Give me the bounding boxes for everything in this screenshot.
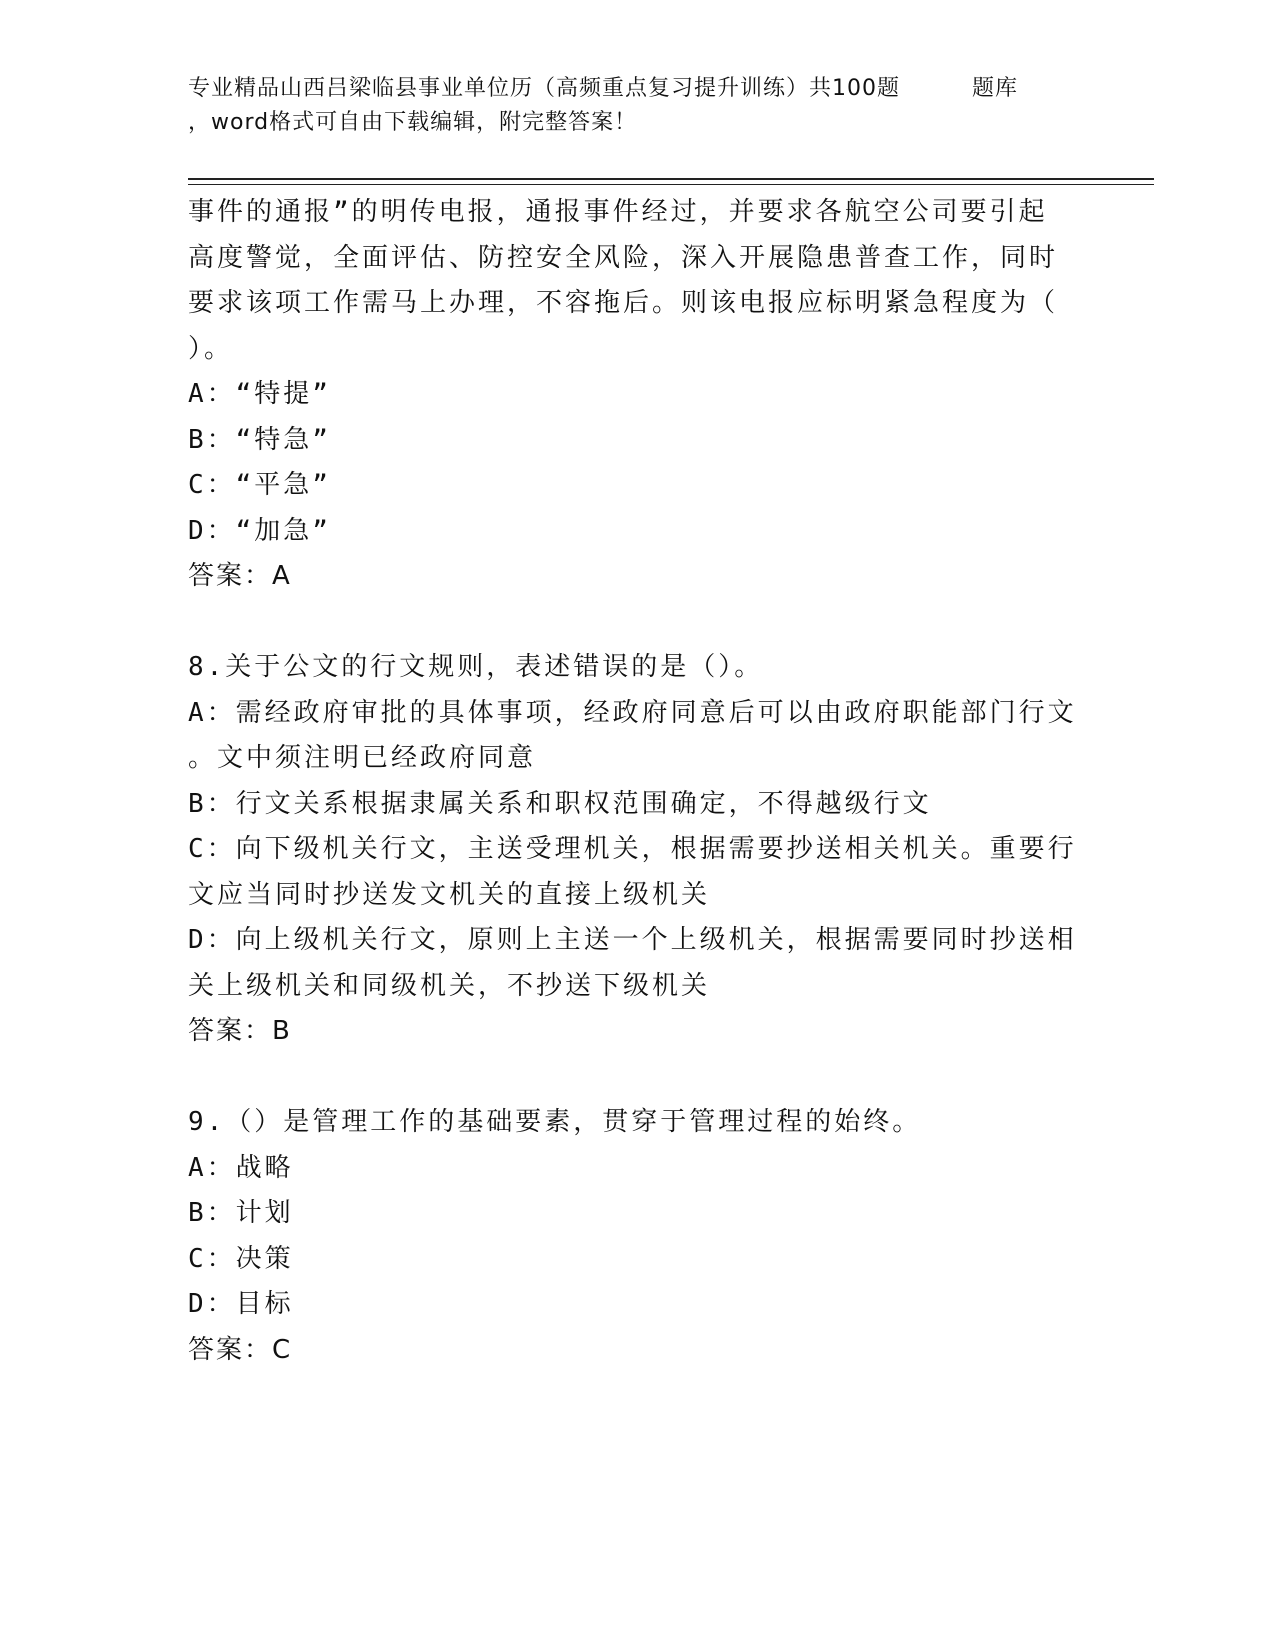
option-c: C：“平急” (188, 470, 331, 500)
answer-line: 答案：B (188, 1016, 292, 1046)
header-title: 专业精品山西吕梁临县事业单位历（高频重点复习提升训练）共100题 (188, 76, 900, 101)
option-b: B：“特急” (188, 424, 331, 455)
option-a-continued: 。文中须注明已经政府同意 (188, 743, 537, 773)
header-title-line (188, 72, 1088, 106)
option-d: D：目标 (188, 1289, 294, 1319)
option-c: C：决策 (188, 1243, 294, 1274)
option-d-continued: 关上级机关和同级机关，不抄送下级机关 (188, 970, 711, 1001)
page-header (188, 72, 1088, 140)
header-divider-thick (188, 178, 1154, 180)
question-9 (188, 1100, 1088, 1373)
document-body (188, 190, 1088, 1373)
header-subtitle: ，word格式可自由下载编辑，附完整答案！ (188, 110, 638, 135)
question-spacer (188, 600, 1088, 646)
question-stem-line: 事件的通报”的明传电报，通报事件经过，并要求各航空公司要引起 (188, 197, 1048, 227)
header-tag: 题库 (972, 76, 1019, 101)
option-b: B：行文关系根据隶属关系和职权范围确定，不得越级行文 (188, 788, 932, 819)
question-stem-line: ）。 (188, 333, 234, 364)
question-7 (188, 190, 1088, 600)
answer-line: 答案：A (188, 561, 292, 591)
option-a: A：“特提” (188, 379, 331, 409)
question-spacer (188, 1055, 1088, 1101)
option-b: B：计划 (188, 1198, 294, 1228)
question-8 (188, 645, 1088, 1055)
header-divider-thin (188, 184, 1154, 185)
answer-line: 答案：C (188, 1334, 293, 1365)
question-stem: 8.关于公文的行文规则，表述错误的是（）。 (188, 652, 764, 682)
question-stem: 9.（）是管理工作的基础要素，贯穿于管理过程的始终。 (188, 1107, 922, 1137)
question-stem-line: 高度警觉，全面评估、防控安全风险，深入开展隐患普查工作，同时 (188, 242, 1059, 273)
option-c: C：向下级机关行文，主送受理机关，根据需要抄送相关机关。重要行 (188, 834, 1077, 864)
option-d: D：向上级机关行文，原则上主送一个上级机关，根据需要同时抄送相 (188, 925, 1077, 955)
question-stem-line: 要求该项工作需马上办理，不容拖后。则该电报应标明紧急程度为（ (188, 288, 1059, 318)
option-d: D：“加急” (188, 515, 331, 546)
option-a: A：战略 (188, 1152, 294, 1183)
option-a: A：需经政府审批的具体事项，经政府同意后可以由政府职能部门行文 (188, 697, 1077, 728)
option-c-continued: 文应当同时抄送发文机关的直接上级机关 (188, 879, 711, 910)
